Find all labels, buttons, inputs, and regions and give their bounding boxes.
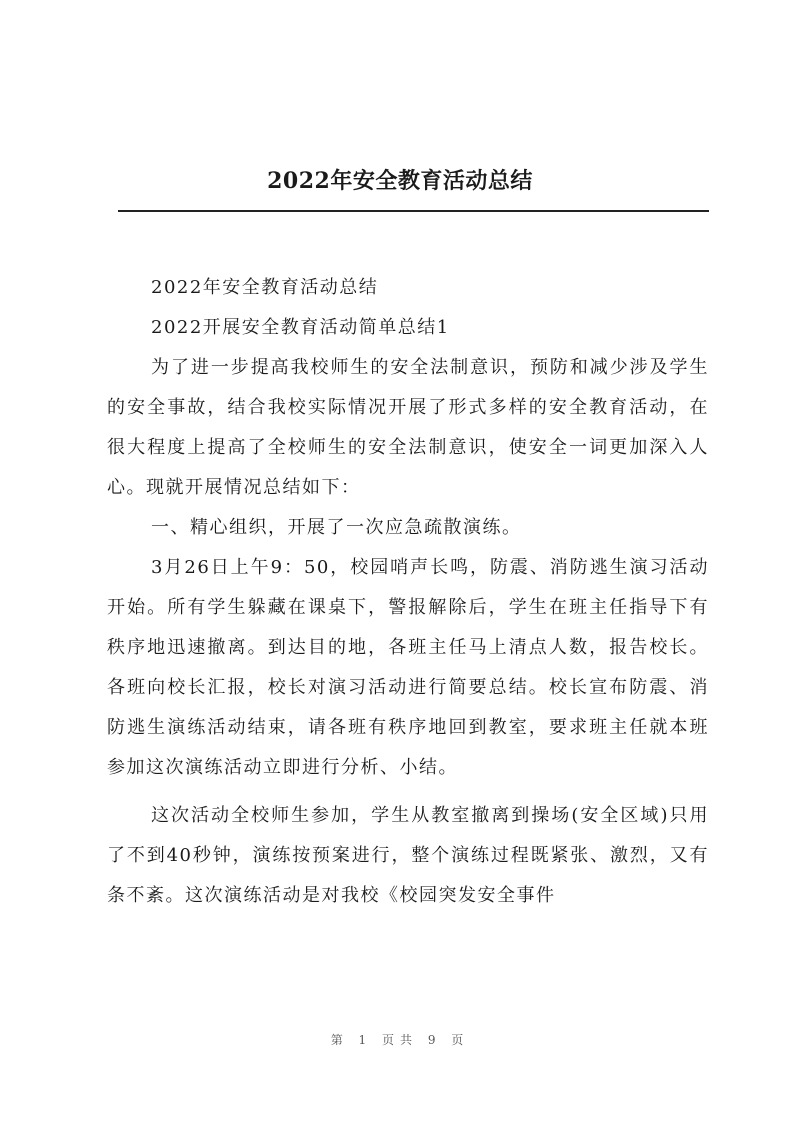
body-paragraph: 这次活动全校师生参加，学生从教室撤离到操场(安全区域)只用了不到40秒钟，演练按预案进行，整个演练过程既紧张、激烈，又有条不紊。这次演练活动是对我校《校园突发安全事件 <box>107 805 709 906</box>
body-paragraph: 一、精心组织，开展了一次应急疏散演练。 <box>151 517 522 538</box>
title-divider <box>118 210 709 212</box>
document-body <box>107 268 709 916</box>
body-paragraph: 2022开展安全教育活动简单总结1 <box>151 317 450 338</box>
page-footer: 第 1 页共 9 页 <box>330 1033 470 1047</box>
body-paragraph: 为了进一步提高我校师生的安全法制意识，预防和减少涉及学生的安全事故，结合我校实际情况开展了形式多样的安全教育活动，在很大程度上提高了全校师生的安全法制意识，使安全一词更加深入人心。现就开展情况总结如下： <box>107 357 709 498</box>
body-paragraph: 2022年安全教育活动总结 <box>151 277 379 298</box>
body-paragraph: 3月26日上午9：50，校园哨声长鸣，防震、消防逃生演习活动开始。所有学生躲藏在课桌下，警报解除后，学生在班主任指导下有秩序地迅速撤离。到达目的地，各班主任马上清点人数，报告校长。各班向校长汇报，校长对演习活动进行简要总结。校长宣布防震、消防逃生演练活动结束，请各班有秩序地回到教室，要求班主任就本班参加这次演练活动立即进行分析、小结。 <box>107 557 709 778</box>
document-title: 2022年安全教育活动总结 <box>267 168 533 194</box>
